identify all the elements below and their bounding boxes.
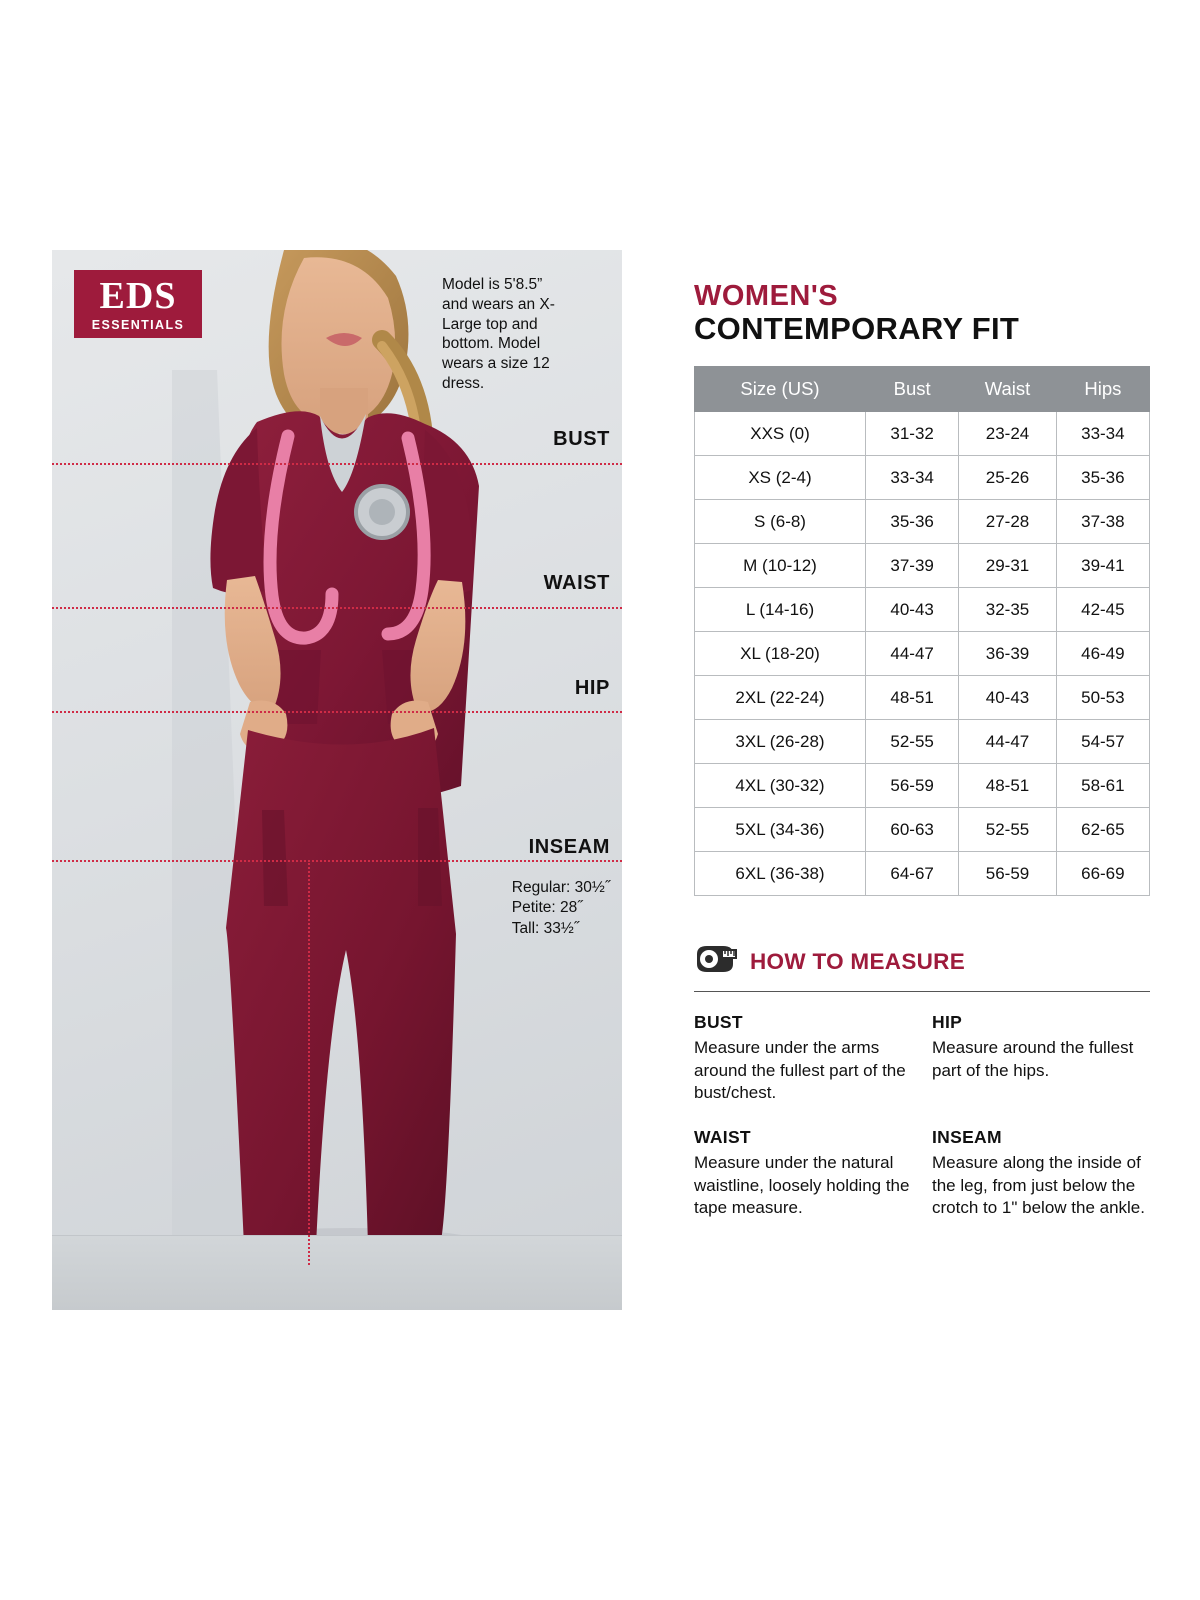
col-waist: Waist <box>959 367 1056 412</box>
cell-bust: 31-32 <box>866 412 959 456</box>
bust-guide-line <box>52 463 622 465</box>
waist-label: WAIST <box>543 572 610 594</box>
cell-bust: 64-67 <box>866 852 959 896</box>
cell-hips: 35-36 <box>1056 456 1149 500</box>
table-row <box>695 676 1150 720</box>
chart-title-line2: CONTEMPORARY FIT <box>694 311 1020 347</box>
measure-item-title: INSEAM <box>932 1127 1002 1148</box>
cell-hips: 42-45 <box>1056 588 1149 632</box>
photo-floor <box>52 1235 622 1310</box>
cell-hips: 66-69 <box>1056 852 1149 896</box>
table-row <box>695 852 1150 896</box>
inseam-tall: Tall: 33½˝ <box>511 919 579 937</box>
measure-item-text: Measure under the arms around the fullest part of the bust/chest. <box>694 1038 906 1103</box>
table-row <box>695 764 1150 808</box>
inseam-guide-line <box>52 860 622 862</box>
cell-bust: 37-39 <box>866 544 959 588</box>
model-photo-panel <box>52 250 622 1310</box>
cell-size: 2XL (22-24) <box>695 676 866 720</box>
cell-hips: 50-53 <box>1056 676 1149 720</box>
tape-measure-icon <box>694 944 738 979</box>
eds-essentials-logo <box>74 270 202 338</box>
cell-size: 4XL (30-32) <box>695 764 866 808</box>
cell-waist: 44-47 <box>959 720 1056 764</box>
measure-item-text: Measure around the fullest part of the hips. <box>932 1038 1134 1080</box>
cell-bust: 33-34 <box>866 456 959 500</box>
chart-title-line1: WOMEN'S <box>694 280 839 312</box>
table-row <box>695 544 1150 588</box>
cell-hips: 37-38 <box>1056 500 1149 544</box>
cell-size: XXS (0) <box>695 412 866 456</box>
measure-item-text: Measure under the natural waistline, loosely holding the tape measure. <box>694 1153 910 1218</box>
measure-item-title: WAIST <box>694 1127 751 1148</box>
hip-label: HIP <box>574 677 610 699</box>
cell-size: S (6-8) <box>695 500 866 544</box>
cell-waist: 29-31 <box>959 544 1056 588</box>
waist-guide-line <box>52 607 622 609</box>
col-hips: Hips <box>1056 367 1149 412</box>
model-illustration <box>52 250 622 1310</box>
col-bust: Bust <box>866 367 959 412</box>
cell-bust: 48-51 <box>866 676 959 720</box>
inseam-label: INSEAM <box>528 836 610 858</box>
cell-hips: 33-34 <box>1056 412 1149 456</box>
inseam-lengths <box>512 878 610 939</box>
how-to-measure-title: HOW TO MEASURE <box>750 948 966 974</box>
cell-bust: 52-55 <box>866 720 959 764</box>
cell-waist: 27-28 <box>959 500 1056 544</box>
table-header-row <box>695 367 1150 412</box>
inseam-vertical-line <box>308 860 310 1265</box>
how-to-measure-divider <box>694 991 1150 992</box>
cell-size: XS (2-4) <box>695 456 866 500</box>
cell-hips: 62-65 <box>1056 808 1149 852</box>
cell-waist: 48-51 <box>959 764 1056 808</box>
cell-waist: 23-24 <box>959 412 1056 456</box>
measure-item-inseam <box>932 1127 1150 1220</box>
cell-size: 5XL (34-36) <box>695 808 866 852</box>
measure-item-hip <box>932 1012 1150 1105</box>
table-row <box>695 632 1150 676</box>
cell-waist: 36-39 <box>959 632 1056 676</box>
inseam-regular: Regular: 30½˝ <box>511 879 610 896</box>
cell-hips: 46-49 <box>1056 632 1149 676</box>
cell-size: L (14-16) <box>695 588 866 632</box>
cell-waist: 25-26 <box>959 456 1056 500</box>
cell-size: XL (18-20) <box>695 632 866 676</box>
table-row <box>695 456 1150 500</box>
cell-bust: 44-47 <box>866 632 959 676</box>
measure-item-waist <box>694 1127 932 1220</box>
cell-bust: 60-63 <box>866 808 959 852</box>
cell-size: M (10-12) <box>695 544 866 588</box>
cell-hips: 39-41 <box>1056 544 1149 588</box>
cell-bust: 40-43 <box>866 588 959 632</box>
table-row <box>695 500 1150 544</box>
cell-hips: 54-57 <box>1056 720 1149 764</box>
cell-hips: 58-61 <box>1056 764 1149 808</box>
size-chart-table <box>694 366 1150 896</box>
cell-bust: 35-36 <box>866 500 959 544</box>
logo-secondary-text: ESSENTIALS <box>91 317 185 332</box>
model-note: Model is 5'8.5” and wears an X-Large top and bottom. Model wears a size 12 dress. <box>442 276 555 393</box>
how-to-measure-header <box>694 944 1150 979</box>
measure-item-text: Measure along the inside of the leg, from just below the crotch to 1" below the ankle. <box>932 1153 1145 1218</box>
cell-waist: 40-43 <box>959 676 1056 720</box>
size-info-column <box>694 280 1150 1220</box>
cell-bust: 56-59 <box>866 764 959 808</box>
measure-item-title: BUST <box>694 1012 743 1033</box>
hip-guide-line <box>52 711 622 713</box>
cell-waist: 56-59 <box>959 852 1056 896</box>
logo-primary-text: EDS <box>99 274 177 317</box>
cell-size: 3XL (26-28) <box>695 720 866 764</box>
table-row <box>695 588 1150 632</box>
col-size: Size (US) <box>695 367 866 412</box>
measure-item-title: HIP <box>932 1012 963 1033</box>
cell-waist: 32-35 <box>959 588 1056 632</box>
cell-size: 6XL (36-38) <box>695 852 866 896</box>
table-row <box>695 808 1150 852</box>
table-row <box>695 412 1150 456</box>
how-to-measure-list <box>694 1012 1150 1220</box>
cell-waist: 52-55 <box>959 808 1056 852</box>
inseam-petite: Petite: 28˝ <box>511 899 583 917</box>
table-row <box>695 720 1150 764</box>
measure-item-bust <box>694 1012 932 1105</box>
bust-label: BUST <box>553 428 610 450</box>
